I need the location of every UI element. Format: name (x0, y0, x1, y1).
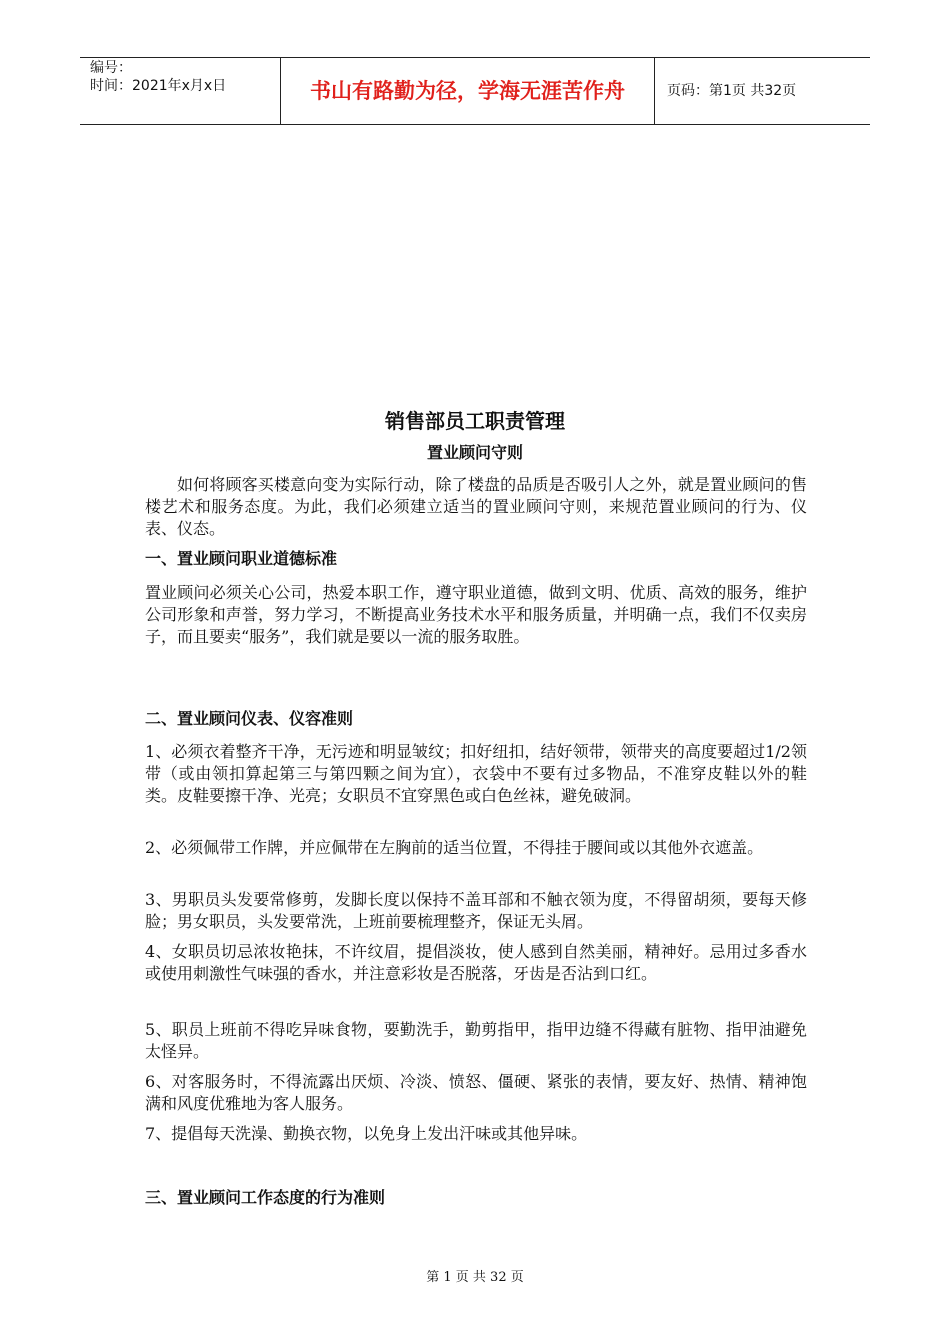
page-footer: 第 1 页 共 32 页 (426, 1270, 524, 1285)
section-1-paragraph: 置业顾问必须关心公司，热爱本职工作，遵守职业道德，做到文明、优质、高效的服务，维护公司形象和声誉，努力学习，不断提高业务技术水平和服务质量，并明确一点，我们不仅卖房子，而且要卖“服务”，我们就是要以一流的服务取胜。 (145, 583, 807, 646)
intro-paragraph: 如何将顾客买楼意向变为实际行动，除了楼盘的品质是否吸引人之外，就是置业顾问的售楼艺术和服务态度。为此，我们必须建立适当的置业顾问守则，来规范置业顾问的行为、仪表、仪态。 (145, 475, 807, 538)
document-subtitle: 置业顾问守则 (426, 443, 523, 462)
motto-text: 书山有路勤为径，学海无涯苦作舟 (310, 79, 625, 103)
header-table (80, 57, 870, 125)
rule-item-7: 7、提倡每天洗澡、勤换衣物，以免身上发出汗味或其他异味。 (145, 1124, 588, 1143)
date-label: 时间：2021年x月x日 (90, 78, 227, 94)
section-heading-3: 三、置业顾问工作态度的行为准则 (145, 1188, 386, 1207)
header-motto-cell (281, 58, 655, 124)
section-heading-2: 二、置业顾问仪表、仪容准则 (145, 709, 354, 728)
rule-item-4: 4、女职员切忌浓妆艳抹，不许纹眉，提倡淡妆，使人感到自然美丽，精神好。忌用过多香水或使用刺激性气味强的香水，并注意彩妆是否脱落，牙齿是否沾到口红。 (145, 942, 807, 983)
rule-item-6: 6、对客服务时，不得流露出厌烦、冷淡、愤怒、僵硬、紧张的表情，要友好、热情、精神饱满和风度优雅地为客人服务。 (145, 1072, 807, 1113)
section-heading-1: 一、置业顾问职业道德标准 (145, 549, 338, 568)
rule-item-3: 3、男职员头发要常修剪，发脚长度以保持不盖耳部和不触衣领为度，不得留胡须，要每天修脸；男女职员，头发要常洗，上班前要梳理整齐，保证无头屑。 (145, 890, 807, 931)
document-title: 销售部员工职责管理 (385, 409, 565, 433)
rule-item-2: 2、必须佩带工作牌，并应佩带在左胸前的适当位置，不得挂于腰间或以其他外衣遮盖。 (145, 838, 764, 857)
header-info-cell (80, 58, 281, 124)
rule-item-1: 1、必须衣着整齐干净，无污迹和明显皱纹；扣好纽扣，结好领带，领带夹的高度要超过1/2领带（或由领扣算起第三与第四颗之间为宜），衣袋中不要有过多物品，不准穿皮鞋以外的鞋类。皮鞋要擦干净、光亮；女职员不宜穿黑色或白色丝袜，避免破洞。 (145, 742, 807, 805)
rule-item-5: 5、职员上班前不得吃异味食物，要勤洗手，勤剪指甲，指甲边缝不得藏有脏物、指甲油避免太怪异。 (145, 1020, 807, 1061)
serial-label: 编号： (90, 60, 132, 76)
header-page-info: 页码：第1页 共32页 (667, 83, 797, 99)
header-page-cell (655, 58, 870, 124)
